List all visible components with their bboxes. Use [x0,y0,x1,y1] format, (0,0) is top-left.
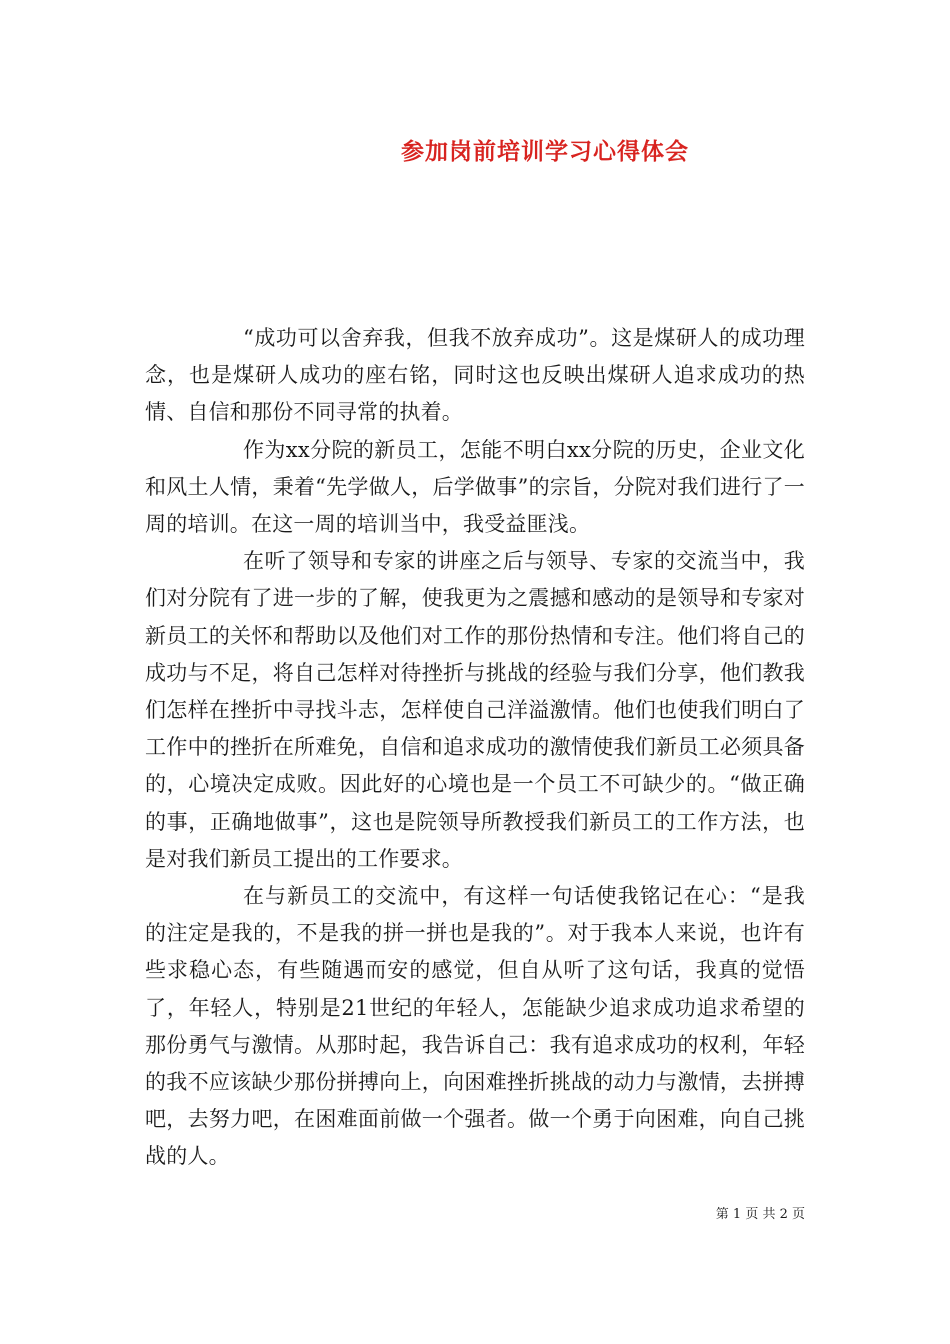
paragraph-4: 在与新员工的交流中，有这样一句话使我铭记在心：“是我的注定是我的，不是我的拼一拼也是我的”。对于我本人来说，也许有些求稳心态，有些随遇而安的感觉，但自从听了这句话，我真的觉悟了，年轻人，特别是21世纪的年轻人，怎能缺少追求成功追求希望的那份勇气与激情。从那时起，我告诉自己：我有追求成功的权利，年轻的我不应该缺少那份拼搏向上，向困难挫折挑战的动力与激情，去拼搏吧，去努力吧，在困难面前做一个强者。做一个勇于向困难，向自己挑战的人。 [145,884,805,1169]
page-number-footer: 第 1 页 共 2 页 [715,1207,805,1222]
document-body [145,320,805,1176]
page-title: 参加岗前培训学习心得体会 [401,139,689,165]
paragraph-3: 在听了领导和专家的讲座之后与领导、专家的交流当中，我们对分院有了进一步的了解，使我更为之震撼和感动的是领导和专家对新员工的关怀和帮助以及他们对工作的那份热情和专注。他们将自己的成功与不足，将自己怎样对待挫折与挑战的经验与我们分享，他们教我们怎样在挫折中寻找斗志，怎样使自己洋溢激情。他们也使我们明白了工作中的挫折在所难免，自信和追求成功的激情使我们新员工必须具备的，心境决定成败。因此好的心境也是一个员工不可缺少的。“做正确的事，正确地做事”，这也是院领导所教授我们新员工的工作方法，也是对我们新员工提出的工作要求。 [145,549,805,871]
paragraph-1: “成功可以舍弃我，但我不放弃成功”。这是煤研人的成功理念，也是煤研人成功的座右铭，同时这也反映出煤研人追求成功的热情、自信和那份不同寻常的执着。 [145,326,805,425]
paragraph-2: 作为xx分院的新员工，怎能不明白xx分院的历史，企业文化和风土人情，秉着“先学做人，后学做事”的宗旨，分院对我们进行了一周的培训。在这一周的培训当中，我受益匪浅。 [145,437,805,537]
